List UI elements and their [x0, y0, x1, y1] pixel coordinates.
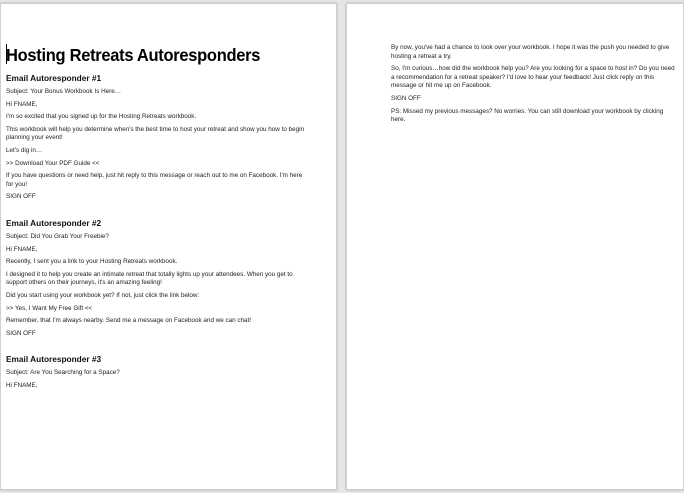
email-greeting[interactable]: Hi FNAME, [6, 245, 38, 253]
autoresponder-section-1 [6, 73, 310, 202]
email-paragraph[interactable]: Did you start using your workbook yet? If not, just click the link below: [6, 291, 200, 299]
section-spacer [6, 206, 310, 218]
email-paragraph[interactable]: I'm so excited that you signed up for the Hosting Retreats workbook. [6, 113, 197, 121]
section-spacer [6, 342, 310, 354]
email-link-text[interactable]: >> Yes, I Want My Free Gift << [6, 304, 93, 312]
email-signoff[interactable]: SIGN OFF [6, 193, 36, 201]
email-subject[interactable]: Subject: Are You Searching for a Space? [6, 369, 120, 377]
email-subject[interactable]: Subject: Did You Grab Your Freebie? [6, 232, 109, 240]
email-signoff[interactable]: SIGN OFF [391, 94, 421, 102]
document-page-1[interactable] [0, 3, 337, 490]
section-heading[interactable]: Email Autoresponder #1 [6, 73, 102, 83]
autoresponder-section-3 [6, 354, 310, 390]
email-paragraph[interactable]: By now, you've had a chance to look over your workbook. I hope it was the push you needed to give hosting a retreat a try. [391, 44, 670, 60]
autoresponder-section-2 [6, 218, 310, 338]
email-paragraph[interactable]: This workbook will help you determine when's the best time to host your retreat and show you how to begin planning your event! [6, 125, 305, 142]
email-postscript[interactable]: PS: Missed my previous messages? No worries. You can still download your workbook by clicking here. [391, 107, 664, 124]
section-heading[interactable]: Email Autoresponder #3 [6, 354, 102, 365]
email-paragraph[interactable]: Recently, I sent you a link to your Hosting Retreats workbook. [6, 258, 178, 266]
email-paragraph[interactable]: Let's dig in… [6, 146, 43, 154]
email-greeting[interactable]: Hi FNAME, [6, 100, 38, 108]
email-paragraph[interactable]: So, I'm curious…how did the workbook help you? Are you looking for a space to host in? Do you need a recommendation for a retreat speaker? I'd love to hear your feedback! Just click reply on this message or hit me up on Facebook. [391, 65, 675, 90]
email-greeting[interactable]: Hi FNAME, [6, 381, 38, 389]
email-paragraph[interactable]: I designed it to help you create an intimate retreat that totally lights up your attendees. When you get to support others on their journeys, it's an amazing feeling! [6, 270, 293, 287]
document-title[interactable]: Hosting Retreats Autoresponders [6, 46, 261, 66]
email-subject[interactable]: Subject: Your Bonus Workbook Is Here… [6, 88, 122, 95]
document-page-2[interactable] [346, 3, 684, 490]
email-paragraph[interactable]: Remember, that I'm always nearby. Send me a message on Facebook and we can chat! [6, 317, 252, 325]
section-heading[interactable]: Email Autoresponder #2 [6, 217, 102, 228]
email-paragraph[interactable]: If you have questions or need help, just hit reply to this message or reach out to me on Facebook. I'm here for you! [6, 172, 303, 188]
email-signoff[interactable]: SIGN OFF [6, 329, 36, 337]
email-link-text[interactable]: >> Download Your PDF Guide << [6, 159, 100, 167]
